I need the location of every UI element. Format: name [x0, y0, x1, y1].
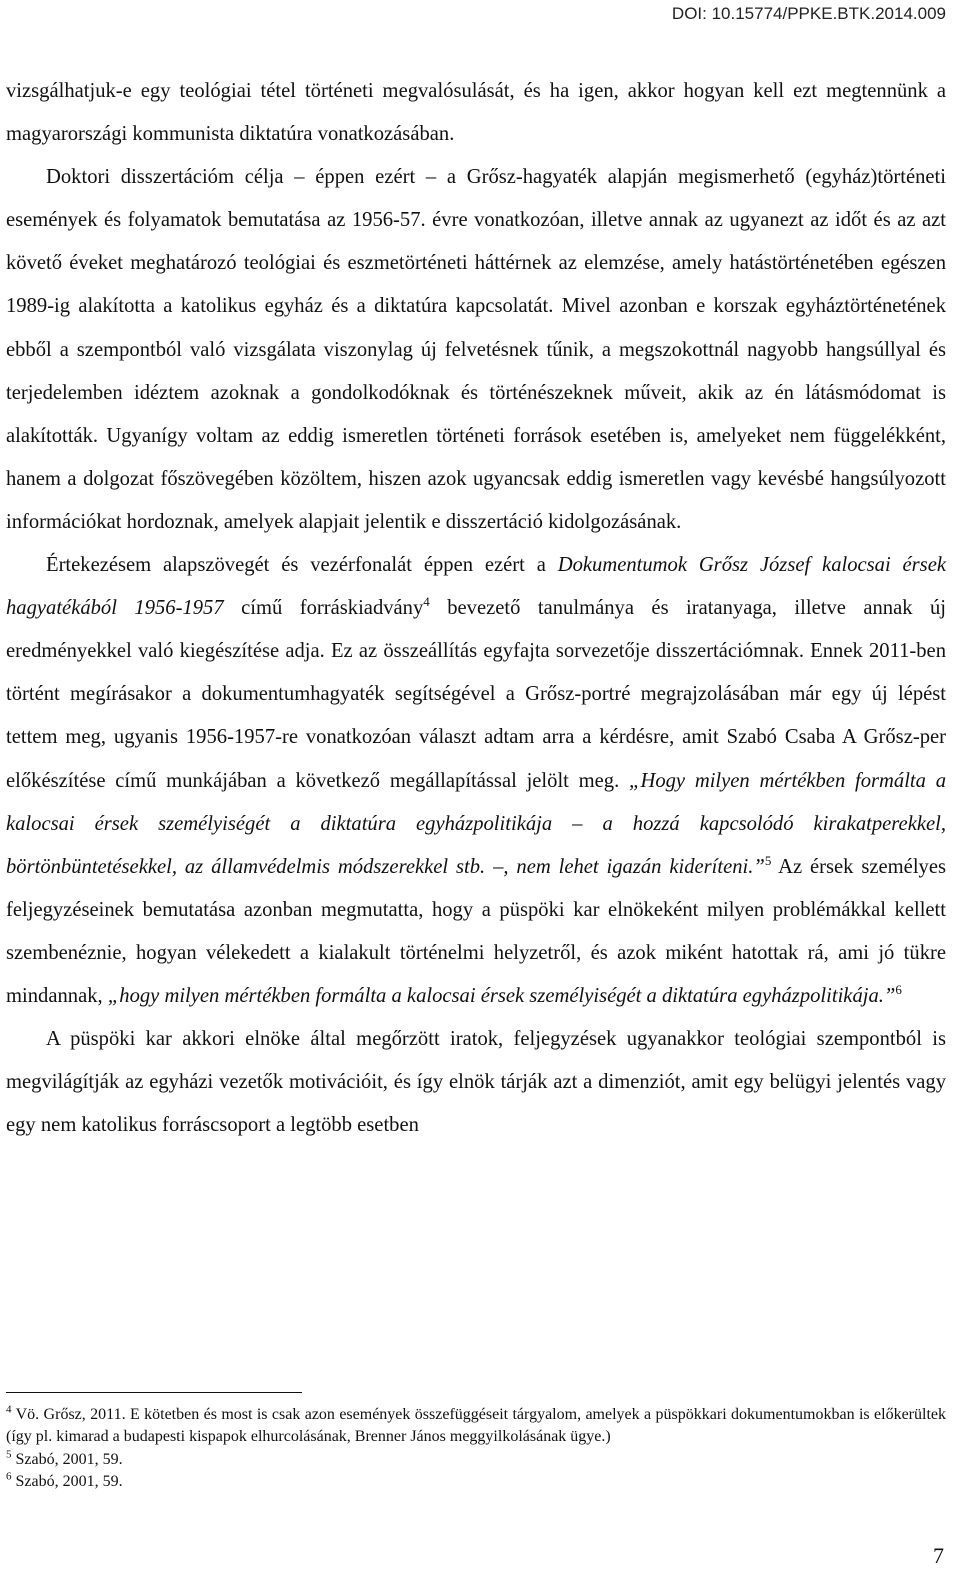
paragraph-2	[6, 156, 946, 544]
paragraph-text: Értekezésem alapszövegét és vezérfonalát éppen ezért a	[46, 554, 558, 577]
footnote-5	[6, 1449, 946, 1471]
paragraph-text: című forráskiadvány	[223, 597, 424, 620]
footnote-text: Vö. Grősz, 2011. E kötetben és most is csak azon események összefüggéseit tárgyalom, amelyek a püspökkari dokumentumokban is előkerültek (így pl. kimarad a budapesti kispapok elhurcolásának, Brenner János meggyilkolásának ügye.)	[6, 1406, 946, 1446]
footnote-ref-4: 4	[423, 594, 430, 610]
page-number: 7	[933, 1543, 944, 1568]
footnote-number: 4	[6, 1403, 12, 1416]
paragraph-text: A püspöki kar akkori elnöke által megőrzött iratok, feljegyzések ugyanakkor teológiai szempontból is megvilágítják az egyházi vezetők motivációit, és így elnök tárják azt a dimenziót, amit egy belügyi jelentés vagy egy nem katolikus forráscsoport a legtöbb esetben	[6, 1028, 946, 1137]
paragraph-4	[6, 1018, 946, 1147]
footnote-number: 6	[6, 1470, 12, 1483]
book-title: Dokumentumok Grősz József kalocsai érsek hagyatékából 1956-1957	[6, 554, 946, 620]
footnote-6	[6, 1471, 946, 1493]
footnote-4	[6, 1404, 946, 1449]
paragraph-text: vizsgálhatjuk-e egy teológiai tétel történeti megvalósulását, és ha igen, akkor hogyan kell ezt megtennünk a magyarországi kommunista diktatúra vonatkozásában.	[6, 80, 946, 146]
paragraph-3	[6, 544, 946, 1018]
body-text	[6, 70, 946, 1147]
quote-szabo-repeat: „hogy milyen mértékben formálta a kalocsai érsek személyiségét a diktatúra egyházpolitikája.”	[107, 984, 896, 1007]
footnote-text: Szabó, 2001, 59.	[15, 1450, 123, 1468]
quote-szabo: „Hogy milyen mértékben formálta a kalocsai érsek személyiségét a diktatúra egyházpolitikája – a hozzá kapcsolódó kirakatperekkel, börtönbüntetésekkel, az államvédelmis módszerekkel stb. –, nem lehet igazán kideríteni.”	[6, 769, 946, 878]
footnotes	[6, 1404, 946, 1494]
footnote-separator	[6, 1392, 302, 1393]
paragraph-text: bevezető tanulmánya és iratanyaga, illetve annak új eredményekkel való kiegészítése adja. Ez az összeállítás egyfajta sorvezetője disszertációmnak. Ennek 2011-ben történt megírásakor a dokumentumhagyaték segítségével a Grősz-portré megrajzolásában már egy új lépést tettem meg, ugyanis 1956-1957-re vonatkozóan választ adtam arra a kérdésre, amit Szabó Csaba A Grősz-per előkészítése című munkájában a következő megállapítással jelölt meg.	[6, 597, 946, 792]
paragraph-text: Doktori disszertációm célja – éppen ezért – a Grősz-hagyaték alapján megismerhető (egyház)történeti események és folyamatok bemutatása az 1956-57. évre vonatkozóan, illetve annak az ugyanezt az időt és az azt követő éveket meghatározó teológiai és eszmetörténeti háttérnek az elemzése, amely hatástörténetében egészen 1989-ig alakította a katolikus egyház és a diktatúra kapcsolatát. Mivel azonban e korszak egyháztörténetének ebből a szempontból való vizsgálata viszonylag új felvetésnek tűnik, a megszokottnál nagyobb hangsúllyal és terjedelemben idéztem azoknak a gondolkodóknak és történészeknek műveit, akik az én látásmódomat is alakították. Ugyanígy voltam az eddig ismeretlen történeti források esetében is, amelyeket nem függelékként, hanem a dolgozat főszövegében közöltem, hiszen azok ugyancsak eddig ismeretlen vagy kevésbé hangsúlyozott információkat hordoznak, amelyek alapjait jelentik e disszertáció kidolgozásának.	[6, 166, 946, 533]
footnote-text: Szabó, 2001, 59.	[15, 1473, 123, 1491]
footnote-ref-6: 6	[895, 982, 902, 998]
footnote-ref-5: 5	[764, 852, 772, 868]
paragraph-1	[6, 70, 946, 156]
paragraph-text: Az érsek személyes feljegyzéseinek bemutatása azonban megmutatta, hogy a püspöki kar elnökeként milyen problémákkal kellett szembenéznie, hogyan vélekedett a kialakult történelmi helyzetről, és azok miként hatottak rá, ami jó tükre mindannak,	[6, 855, 946, 1007]
doi-header: DOI: 10.15774/PPKE.BTK.2014.009	[671, 4, 946, 23]
footnote-number: 5	[6, 1448, 12, 1461]
